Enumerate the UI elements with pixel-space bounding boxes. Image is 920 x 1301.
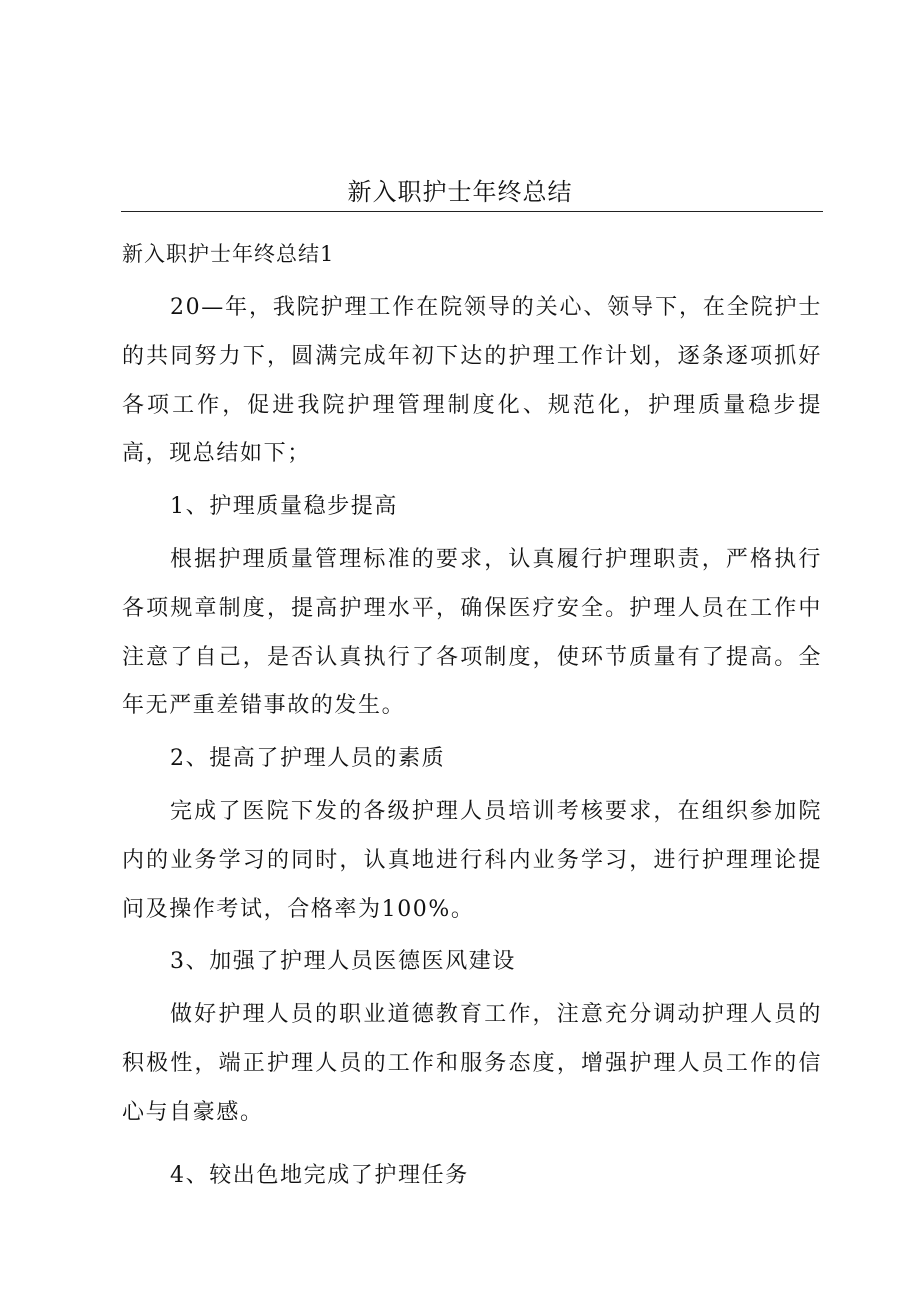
title-underline xyxy=(121,211,823,212)
intro-paragraph: 20—年，我院护理工作在院领导的关心、领导下，在全院护士的共同努力下，圆满完成年初下达的护理工作计划，逐条逐项抓好各项工作，促进我院护理管理制度化、规范化，护理质量稳步提高，现总结如下； xyxy=(122,295,822,467)
document-body xyxy=(122,228,822,1200)
section-heading-4: 4、较出色地完成了护理任务 xyxy=(170,1162,469,1188)
section-body-3: 做好护理人员的职业道德教育工作，注意充分调动护理人员的积极性，端正护理人员的工作和服务态度，增强护理人员工作的信心与自豪感。 xyxy=(122,1002,822,1125)
document-subtitle: 新入职护士年终总结1 xyxy=(122,242,335,266)
section-heading-2: 2、提高了护理人员的素质 xyxy=(170,746,446,772)
section-heading-3: 3、加强了护理人员医德医风建设 xyxy=(170,949,516,975)
section-heading-1: 1、护理质量稳步提高 xyxy=(170,494,398,520)
document-title: 新入职护士年终总结 xyxy=(347,178,573,206)
spacer xyxy=(122,1138,822,1152)
section-body-2: 完成了医院下发的各级护理人员培训考核要求，在组织参加院内的业务学习的同时，认真地进行科内业务学习，进行护理理论提问及操作考试，合格率为100%。 xyxy=(122,798,822,922)
section-body-1: 根据护理质量管理标准的要求，认真履行护理职责，严格执行各项规章制度，提高护理水平，确保医疗安全。护理人员在工作中注意了自己，是否认真执行了各项制度，使环节质量有了提高。全年无严重差错事故的发生。 xyxy=(122,546,822,719)
